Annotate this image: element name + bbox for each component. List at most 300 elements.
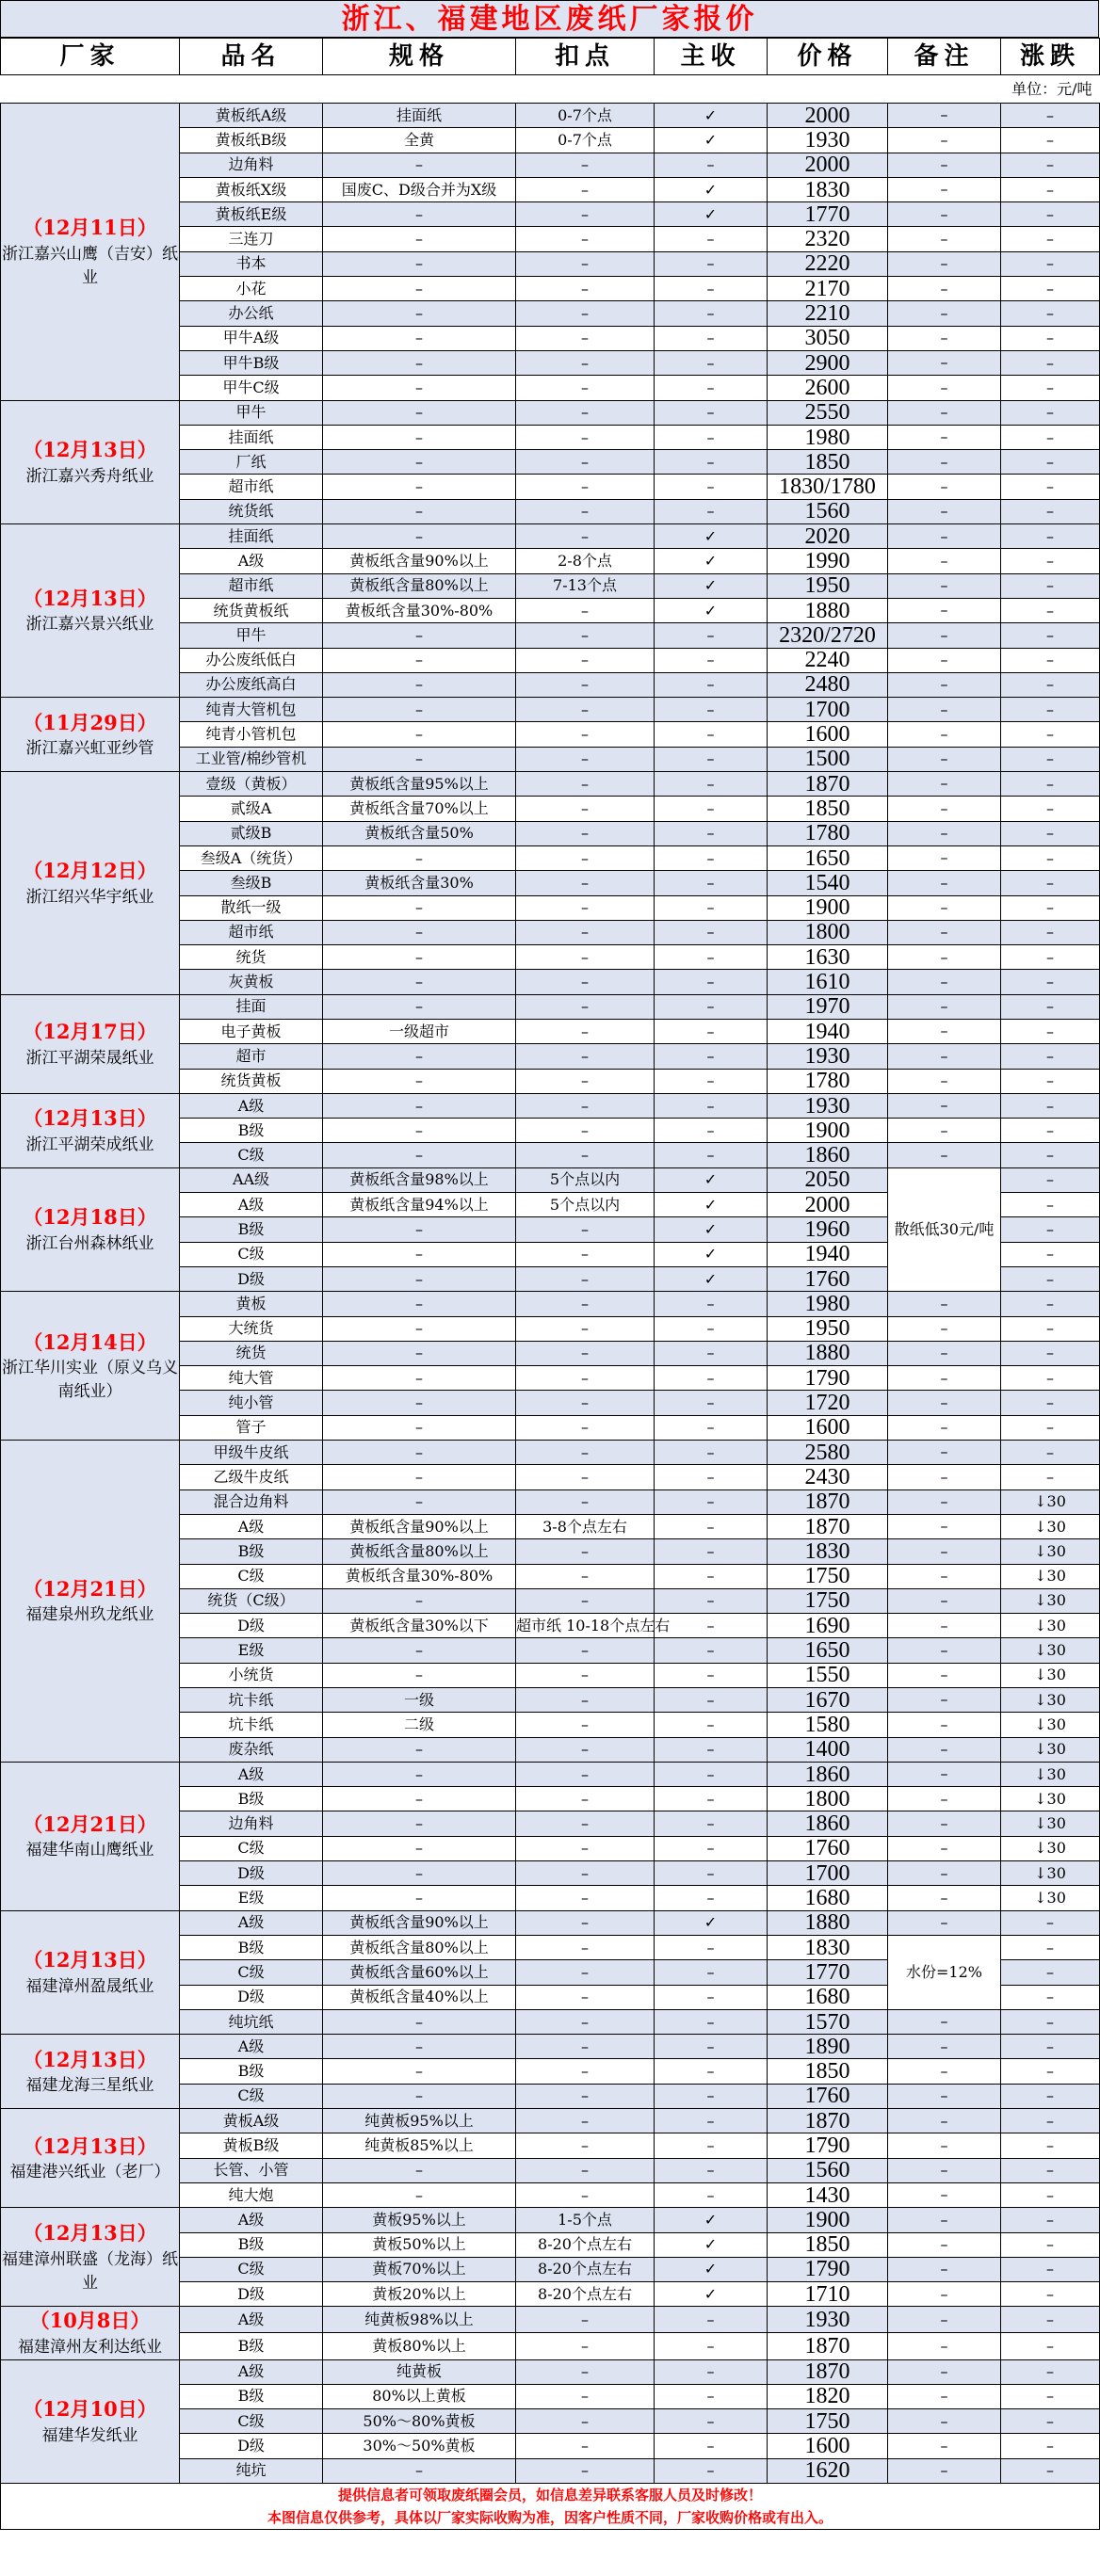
- product-name: A级: [180, 2359, 323, 2384]
- product-name: 甲牛B级: [180, 350, 323, 375]
- product-name: C级: [180, 2084, 323, 2108]
- factory-cell: [1, 1910, 180, 2034]
- note-cell: –: [888, 524, 1001, 549]
- note-cell: –: [888, 598, 1001, 622]
- main-collect-cell: –: [655, 1093, 768, 1118]
- deduct-cell: –: [516, 1960, 655, 1985]
- price-value: 1570: [768, 2009, 888, 2034]
- main-collect-cell: –: [655, 2458, 768, 2483]
- price-value: 1580: [768, 1713, 888, 1737]
- main-collect-cell: –: [655, 400, 768, 425]
- change-cell: –: [1001, 2282, 1100, 2307]
- main-collect-cell: –: [655, 1391, 768, 1415]
- price-value: 2240: [768, 648, 888, 672]
- change-cell: –: [1001, 1019, 1100, 1043]
- price-rows: [1, 104, 1100, 2484]
- change-cell: –: [1001, 573, 1100, 598]
- note-cell: –: [888, 153, 1001, 177]
- change-cell: –: [1001, 2158, 1100, 2182]
- price-value: 1830: [768, 177, 888, 201]
- product-name: A级: [180, 2208, 323, 2232]
- spec-cell: 挂面纸: [323, 104, 516, 128]
- change-cell: –: [1001, 1465, 1100, 1489]
- spec-cell: 黄板50%以上: [323, 2232, 516, 2257]
- price-value: 1960: [768, 1217, 888, 1242]
- main-collect-cell: ✓: [655, 128, 768, 153]
- factory-name: 浙江平湖荣成纸业: [25, 1135, 154, 1154]
- factory-name: 福建港兴纸业（老厂）: [9, 2163, 170, 2182]
- change-cell: –: [1001, 400, 1100, 425]
- product-name: 叁级A（统货）: [180, 845, 323, 870]
- note-cell: –: [888, 1811, 1001, 1836]
- price-value: 1430: [768, 2182, 888, 2207]
- spec-cell: 黄板纸含量94%以上: [323, 1193, 516, 1217]
- product-name: 黄板纸A级: [180, 104, 323, 128]
- price-value: 1500: [768, 747, 888, 771]
- product-name: 挂面纸: [180, 524, 323, 549]
- deduct-cell: –: [516, 1143, 655, 1167]
- factory-name: 福建华发纸业: [41, 2425, 138, 2445]
- main-collect-cell: –: [655, 1465, 768, 1489]
- main-collect-cell: –: [655, 1564, 768, 1588]
- product-name: A级: [180, 1093, 323, 1118]
- change-cell: ↓30: [1001, 1514, 1100, 1538]
- price-value: 1890: [768, 2035, 888, 2059]
- main-collect-cell: –: [655, 1713, 768, 1737]
- factory-name: 浙江嘉兴虹亚纱管: [25, 738, 154, 758]
- table-row: [1, 2359, 1100, 2384]
- spec-cell: –: [323, 1441, 516, 1465]
- table-row: [1, 698, 1100, 722]
- price-value: 1870: [768, 1489, 888, 1514]
- change-cell: –: [1001, 153, 1100, 177]
- note-cell: –: [888, 747, 1001, 771]
- deduct-cell: –: [516, 895, 655, 920]
- price-value: 1760: [768, 1266, 888, 1291]
- deduct-cell: –: [516, 2133, 655, 2158]
- factory-name: 福建漳州友利达纸业: [18, 2337, 162, 2357]
- main-collect-cell: –: [655, 251, 768, 276]
- price-value: 1860: [768, 1811, 888, 1836]
- main-collect-cell: –: [655, 747, 768, 771]
- deduct-cell: –: [516, 1266, 655, 1291]
- change-cell: ↓30: [1001, 1836, 1100, 1860]
- spec-cell: 一级超市: [323, 1019, 516, 1043]
- change-cell: ↓30: [1001, 1787, 1100, 1811]
- change-cell: –: [1001, 2333, 1100, 2359]
- main-collect-cell: ✓: [655, 1266, 768, 1291]
- table-row: [1, 2109, 1100, 2133]
- change-cell: ↓30: [1001, 1762, 1100, 1786]
- note-cell: –: [888, 1316, 1001, 1341]
- deduct-cell: –: [516, 202, 655, 227]
- change-cell: –: [1001, 797, 1100, 821]
- change-cell: –: [1001, 920, 1100, 944]
- note-cell: –: [888, 871, 1001, 895]
- price-value: 1650: [768, 845, 888, 870]
- change-cell: ↓30: [1001, 1588, 1100, 1613]
- product-name: D级: [180, 2434, 323, 2458]
- price-value: 2580: [768, 1441, 888, 1465]
- product-name: 统货纸: [180, 499, 323, 523]
- price-value: 2320/2720: [768, 623, 888, 648]
- note-cell: –: [888, 1614, 1001, 1638]
- deduct-cell: –: [516, 2084, 655, 2108]
- change-cell: –: [1001, 2109, 1100, 2133]
- change-cell: –: [1001, 2133, 1100, 2158]
- factory-name: 福建漳州联盛（龙海）纸业: [2, 2249, 178, 2293]
- spec-cell: –: [323, 845, 516, 870]
- product-name: D级: [180, 1614, 323, 1638]
- factory-date: （11月29日）: [23, 710, 157, 734]
- spec-cell: –: [323, 920, 516, 944]
- factory-name: 福建漳州盈晟纸业: [25, 1976, 154, 1996]
- factory-date: （10月8日）: [29, 2309, 151, 2333]
- spec-cell: 黄板80%以上: [323, 2333, 516, 2359]
- price-value: 1860: [768, 1762, 888, 1786]
- price-value: 1860: [768, 1143, 888, 1167]
- spec-cell: –: [323, 1663, 516, 1687]
- deduct-cell: –: [516, 2035, 655, 2059]
- deduct-cell: –: [516, 797, 655, 821]
- factory-cell: [1, 2359, 180, 2483]
- factory-date: （12月10日）: [23, 2397, 157, 2422]
- change-cell: –: [1001, 1266, 1100, 1291]
- deduct-cell: –: [516, 722, 655, 747]
- product-name: 黄板B级: [180, 2133, 323, 2158]
- note-cell: –: [888, 2384, 1001, 2408]
- price-value: 1550: [768, 1663, 888, 1687]
- factory-date: （12月14日）: [23, 1329, 157, 1354]
- deduct-cell: –: [516, 400, 655, 425]
- note-cell: –: [888, 177, 1001, 201]
- change-cell: –: [1001, 1143, 1100, 1167]
- main-collect-cell: –: [655, 1069, 768, 1093]
- deduct-cell: –: [516, 425, 655, 449]
- deduct-cell: 8-20个点左右: [516, 2282, 655, 2307]
- product-name: B级: [180, 2059, 323, 2084]
- factory-cell: [1, 104, 180, 401]
- spec-cell: 黄板纸含量90%以上: [323, 549, 516, 573]
- note-cell: –: [888, 994, 1001, 1019]
- factory-date: （12月13日）: [23, 2133, 157, 2158]
- main-collect-cell: –: [655, 2035, 768, 2059]
- main-collect-cell: –: [655, 623, 768, 648]
- table-row: [1, 772, 1100, 797]
- product-name: 大统货: [180, 1316, 323, 1341]
- deduct-cell: –: [516, 277, 655, 301]
- main-collect-cell: ✓: [655, 1217, 768, 1242]
- price-value: 1700: [768, 698, 888, 722]
- price-value: 1980: [768, 425, 888, 449]
- main-collect-cell: –: [655, 698, 768, 722]
- product-name: 散纸一级: [180, 895, 323, 920]
- note-cell: –: [888, 1441, 1001, 1465]
- factory-name: 福建泉州玖龙纸业: [25, 1605, 154, 1625]
- spec-cell: –: [323, 2009, 516, 2034]
- note-cell: –: [888, 277, 1001, 301]
- product-name: 黄板纸E级: [180, 202, 323, 227]
- header-spec: 规格: [323, 39, 516, 75]
- product-name: 三连刀: [180, 227, 323, 251]
- change-cell: –: [1001, 970, 1100, 994]
- note-cell: –: [888, 1787, 1001, 1811]
- main-collect-cell: –: [655, 1366, 768, 1391]
- product-name: 乙级牛皮纸: [180, 1465, 323, 1489]
- deduct-cell: –: [516, 1811, 655, 1836]
- deduct-cell: –: [516, 970, 655, 994]
- note-cell: –: [888, 1044, 1001, 1069]
- spec-cell: 纯黄板: [323, 2359, 516, 2384]
- main-collect-cell: –: [655, 722, 768, 747]
- deduct-cell: –: [516, 1292, 655, 1316]
- price-value: 1540: [768, 871, 888, 895]
- main-collect-cell: –: [655, 1019, 768, 1043]
- table-row: [1, 2208, 1100, 2232]
- note-cell: –: [888, 672, 1001, 697]
- main-collect-cell: –: [655, 1539, 768, 1564]
- change-cell: –: [1001, 475, 1100, 499]
- spec-cell: –: [323, 1737, 516, 1762]
- deduct-cell: –: [516, 2307, 655, 2333]
- price-value: 2050: [768, 1167, 888, 1192]
- main-collect-cell: –: [655, 920, 768, 944]
- change-cell: –: [1001, 177, 1100, 201]
- change-cell: –: [1001, 1044, 1100, 1069]
- spec-cell: –: [323, 376, 516, 400]
- price-value: 2600: [768, 376, 888, 400]
- factory-cell: [1, 2035, 180, 2109]
- main-collect-cell: –: [655, 1811, 768, 1836]
- note-cell: –: [888, 2059, 1001, 2084]
- deduct-cell: –: [516, 524, 655, 549]
- footer-notice: [1, 2483, 1100, 2529]
- product-name: 贰级B: [180, 821, 323, 845]
- main-collect-cell: –: [655, 2182, 768, 2207]
- main-collect-cell: –: [655, 672, 768, 697]
- product-name: B级: [180, 2232, 323, 2257]
- change-cell: –: [1001, 1960, 1100, 1985]
- note-cell: –: [888, 1638, 1001, 1663]
- main-collect-cell: ✓: [655, 177, 768, 201]
- price-value: 2000: [768, 1193, 888, 1217]
- change-cell: –: [1001, 1119, 1100, 1143]
- change-cell: –: [1001, 747, 1100, 771]
- deduct-cell: 1-5个点: [516, 2208, 655, 2232]
- factory-cell: [1, 772, 180, 995]
- spec-cell: –: [323, 227, 516, 251]
- main-collect-cell: –: [655, 1489, 768, 1514]
- deduct-cell: –: [516, 1242, 655, 1266]
- price-value: 1830: [768, 1539, 888, 1564]
- factory-date: （12月12日）: [23, 859, 157, 883]
- factory-name: 福建华南山鹰纸业: [25, 1841, 154, 1860]
- header-row: [1, 39, 1100, 75]
- deduct-cell: –: [516, 1415, 655, 1440]
- deduct-cell: –: [516, 1935, 655, 1959]
- change-cell: –: [1001, 1167, 1100, 1192]
- spec-cell: –: [323, 1762, 516, 1786]
- change-cell: –: [1001, 845, 1100, 870]
- spec-cell: 黄板纸含量40%以上: [323, 1985, 516, 2009]
- product-name: 统货: [180, 945, 323, 970]
- factory-date: （12月11日）: [23, 216, 157, 240]
- note-cell: –: [888, 1119, 1001, 1143]
- spec-cell: –: [323, 1316, 516, 1341]
- change-cell: ↓30: [1001, 1663, 1100, 1687]
- main-collect-cell: –: [655, 1688, 768, 1713]
- price-value: 1930: [768, 1044, 888, 1069]
- product-name: 混合边角料: [180, 1489, 323, 1514]
- spec-cell: –: [323, 1119, 516, 1143]
- deduct-cell: –: [516, 1836, 655, 1860]
- product-name: 甲牛C级: [180, 376, 323, 400]
- footer-line-2: 本图信息仅供参考，具体以厂家实际收购为准，因客户性质不同，厂家收购价格或有出入。: [267, 2508, 833, 2526]
- factory-cell: [1, 400, 180, 523]
- change-cell: –: [1001, 1910, 1100, 1935]
- change-cell: –: [1001, 1069, 1100, 1093]
- table-row: [1, 104, 1100, 128]
- spec-cell: 50%～80%黄板: [323, 2409, 516, 2434]
- factory-cell: [1, 1441, 180, 1763]
- deduct-cell: 超市纸 10-18个点左右: [516, 1614, 655, 1638]
- price-value: 1930: [768, 128, 888, 153]
- main-collect-cell: –: [655, 499, 768, 523]
- spec-cell: 纯黄板98%以上: [323, 2307, 516, 2333]
- main-collect-cell: –: [655, 2158, 768, 2182]
- change-cell: –: [1001, 2409, 1100, 2434]
- change-cell: –: [1001, 2458, 1100, 2483]
- product-name: C级: [180, 2257, 323, 2281]
- note-cell: –: [888, 1836, 1001, 1860]
- note-cell: –: [888, 1861, 1001, 1886]
- deduct-cell: –: [516, 1366, 655, 1391]
- change-cell: –: [1001, 2035, 1100, 2059]
- price-value: 1560: [768, 499, 888, 523]
- spec-cell: –: [323, 672, 516, 697]
- factory-date: （12月13日）: [23, 1948, 157, 1972]
- price-value: 2020: [768, 524, 888, 549]
- main-collect-cell: –: [655, 845, 768, 870]
- change-cell: ↓30: [1001, 1489, 1100, 1514]
- change-cell: –: [1001, 2059, 1100, 2084]
- spec-cell: 黄板纸含量30%-80%: [323, 598, 516, 622]
- change-cell: –: [1001, 1935, 1100, 1959]
- product-name: 贰级A: [180, 797, 323, 821]
- product-name: A级: [180, 2035, 323, 2059]
- factory-cell: [1, 1292, 180, 1441]
- product-name: B级: [180, 1539, 323, 1564]
- note-cell: –: [888, 1539, 1001, 1564]
- product-name: E级: [180, 1886, 323, 1910]
- note-cell: –: [888, 1069, 1001, 1093]
- product-name: D级: [180, 1861, 323, 1886]
- note-cell: –: [888, 1564, 1001, 1588]
- main-collect-cell: –: [655, 1737, 768, 1762]
- price-value: 1770: [768, 1960, 888, 1985]
- product-name: 长管、小管: [180, 2158, 323, 2182]
- product-name: B级: [180, 1217, 323, 1242]
- main-collect-cell: –: [655, 1514, 768, 1538]
- change-cell: –: [1001, 2359, 1100, 2384]
- main-collect-cell: –: [655, 425, 768, 449]
- product-name: 甲牛A级: [180, 326, 323, 350]
- note-cell: –: [888, 1019, 1001, 1043]
- change-cell: –: [1001, 326, 1100, 350]
- factory-cell: [1, 1762, 180, 1910]
- product-name: 统货（C级）: [180, 1588, 323, 1613]
- note-cell: –: [888, 2208, 1001, 2232]
- spec-cell: –: [323, 747, 516, 771]
- product-name: 办公纸: [180, 301, 323, 326]
- main-collect-cell: –: [655, 1441, 768, 1465]
- product-name: 挂面纸: [180, 425, 323, 449]
- change-cell: –: [1001, 376, 1100, 400]
- price-value: 1710: [768, 2282, 888, 2307]
- factory-date: （12月13日）: [23, 438, 157, 462]
- main-collect-cell: ✓: [655, 524, 768, 549]
- price-value: 1880: [768, 1910, 888, 1935]
- price-value: 1930: [768, 1093, 888, 1118]
- deduct-cell: –: [516, 1713, 655, 1737]
- deduct-cell: –: [516, 1737, 655, 1762]
- change-cell: –: [1001, 2208, 1100, 2232]
- change-cell: –: [1001, 648, 1100, 672]
- note-cell: –: [888, 2359, 1001, 2384]
- deduct-cell: –: [516, 648, 655, 672]
- main-collect-cell: –: [655, 1787, 768, 1811]
- deduct-cell: 0-7个点: [516, 104, 655, 128]
- change-cell: –: [1001, 895, 1100, 920]
- header-change: 涨跌: [1001, 39, 1100, 75]
- deduct-cell: 0-7个点: [516, 128, 655, 153]
- note-cell: –: [888, 1093, 1001, 1118]
- deduct-cell: –: [516, 2182, 655, 2207]
- factory-cell: [1, 2307, 180, 2359]
- main-collect-cell: –: [655, 1143, 768, 1167]
- main-collect-cell: ✓: [655, 1242, 768, 1266]
- deduct-cell: –: [516, 1910, 655, 1935]
- note-cell: –: [888, 895, 1001, 920]
- factory-date: （12月13日）: [23, 2047, 157, 2071]
- factory-name: 浙江嘉兴秀舟纸业: [25, 466, 154, 486]
- change-cell: –: [1001, 698, 1100, 722]
- deduct-cell: –: [516, 1638, 655, 1663]
- price-value: 1790: [768, 2133, 888, 2158]
- product-name: 超市纸: [180, 573, 323, 598]
- price-value: 2900: [768, 350, 888, 375]
- price-value: 1800: [768, 920, 888, 944]
- deduct-cell: –: [516, 2409, 655, 2434]
- price-value: 1900: [768, 1119, 888, 1143]
- price-value: 1780: [768, 821, 888, 845]
- deduct-cell: –: [516, 1564, 655, 1588]
- main-collect-cell: –: [655, 1292, 768, 1316]
- main-collect-cell: –: [655, 994, 768, 1019]
- deduct-cell: –: [516, 2059, 655, 2084]
- price-value: 1750: [768, 1564, 888, 1588]
- change-cell: –: [1001, 1441, 1100, 1465]
- table-row: [1, 1762, 1100, 1786]
- product-name: 纯大炮: [180, 2182, 323, 2207]
- deduct-cell: –: [516, 1391, 655, 1415]
- change-cell: –: [1001, 672, 1100, 697]
- price-value: 1630: [768, 945, 888, 970]
- deduct-cell: –: [516, 2009, 655, 2034]
- product-name: 黄板纸B级: [180, 128, 323, 153]
- price-value: 1940: [768, 1242, 888, 1266]
- note-cell: –: [888, 1366, 1001, 1391]
